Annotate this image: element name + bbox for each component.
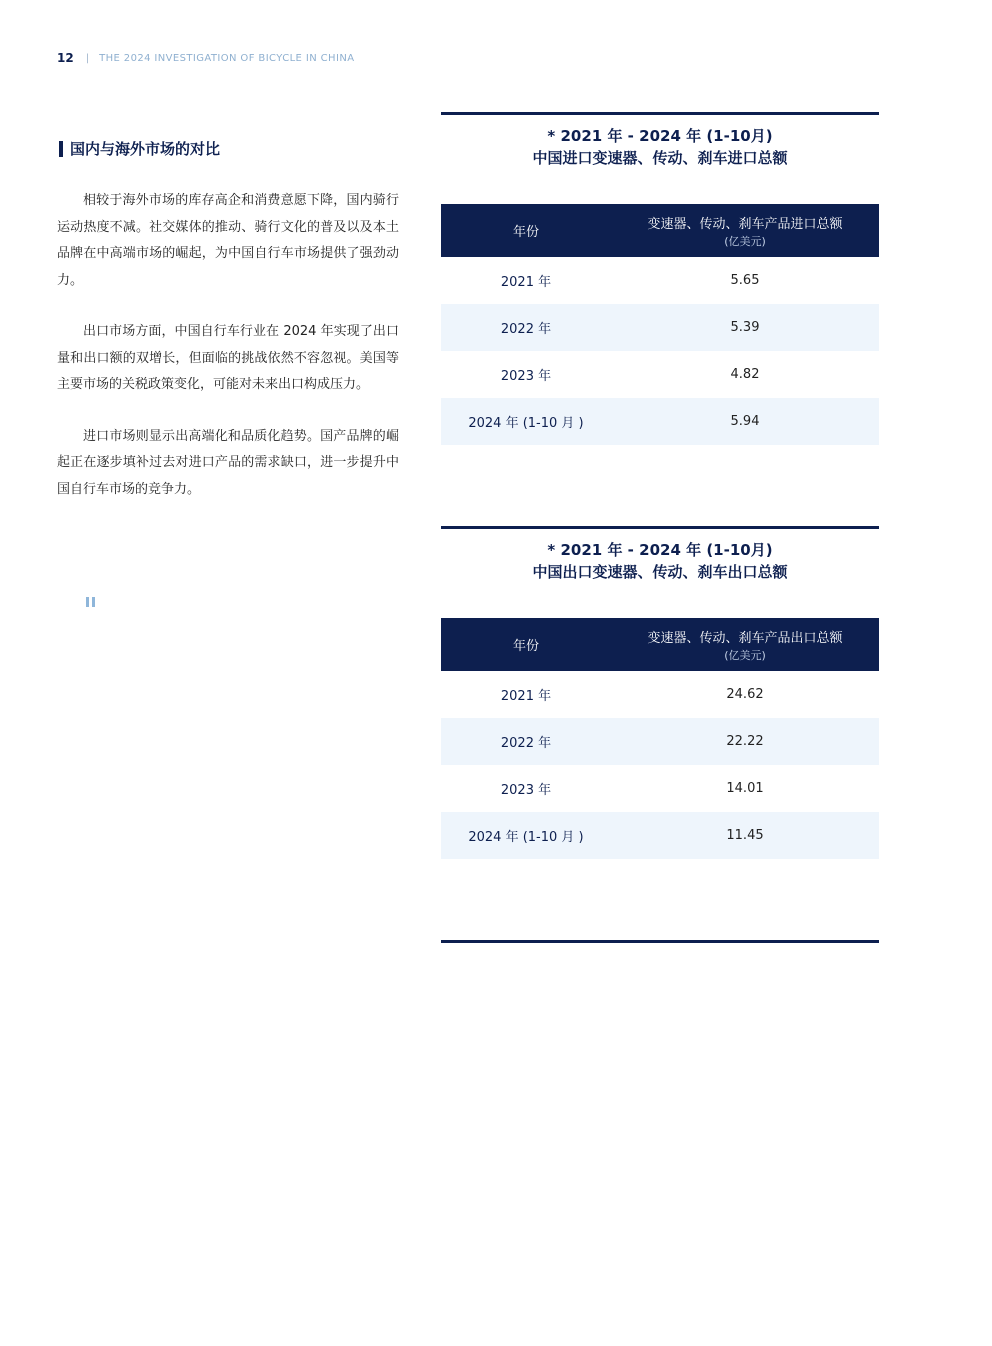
table-row (441, 398, 879, 445)
table-title-line1: * 2021 年 - 2024 年 (1-10月) (547, 127, 773, 145)
cell-year: 2023 年 (500, 783, 552, 798)
cell-year: 2022 年 (500, 322, 552, 337)
cell-value: 11.45 (726, 828, 764, 843)
paragraph: 进口市场则显示出高端化和品质化趋势。国产品牌的崛起正在逐步填补过去对进口产品的需求缺口，进一步提升中国自行车市场的竞争力。 (57, 428, 399, 497)
table-row (441, 671, 879, 718)
table-header (441, 618, 879, 671)
table-row (441, 812, 879, 859)
table-row (441, 351, 879, 398)
bottom-rule (441, 940, 879, 943)
section-heading (59, 138, 220, 159)
col-header-value (611, 204, 879, 257)
col-header-value-main: 变速器、传动、刹车产品出口总额 (647, 630, 843, 646)
cell-year: 2022 年 (500, 736, 552, 751)
col-header-year: 年份 (512, 225, 539, 240)
cell-value: 22.22 (726, 734, 764, 749)
heading-bar-icon (59, 141, 63, 157)
cell-value: 4.82 (730, 367, 760, 382)
cell-year: 2024 年 (1-10 月 ) (468, 416, 584, 431)
col-header-value-main: 变速器、传动、刹车产品进口总额 (647, 216, 843, 232)
pause-icon (86, 597, 95, 607)
table-row (441, 718, 879, 765)
header-separator: | (85, 52, 90, 64)
body-text (57, 188, 399, 528)
col-header-value (611, 618, 879, 671)
col-header-year: 年份 (512, 639, 539, 654)
cell-value: 5.65 (730, 273, 760, 288)
export-table (441, 526, 879, 859)
col-header-value-unit: (亿美元) (724, 234, 766, 248)
table-row (441, 304, 879, 351)
paragraph: 出口市场方面，中国自行车行业在 2024 年实现了出口量和出口额的双增长，但面临的挑战依然不容忽视。美国等主要市场的关税政策变化，可能对未来出口构成压力。 (57, 324, 399, 392)
cell-value: 5.39 (730, 320, 760, 335)
page-number: 12 (57, 51, 74, 65)
section-title: 国内与海外市场的对比 (70, 140, 221, 158)
table-title-line2: 中国进口变速器、传动、刹车进口总额 (532, 149, 788, 167)
col-header-value-unit: (亿美元) (724, 648, 766, 662)
table-title-line1: * 2021 年 - 2024 年 (1-10月) (547, 541, 773, 559)
table-row (441, 257, 879, 304)
cell-year: 2021 年 (500, 275, 552, 290)
cell-value: 14.01 (726, 781, 764, 796)
cell-year: 2021 年 (500, 689, 552, 704)
table-title-line2: 中国出口变速器、传动、刹车出口总额 (532, 563, 788, 581)
import-table (441, 112, 879, 445)
cell-year: 2024 年 (1-10 月 ) (468, 830, 584, 845)
table-row (441, 765, 879, 812)
table-top-rule (441, 112, 879, 115)
cell-value: 24.62 (726, 687, 764, 702)
table-top-rule (441, 526, 879, 529)
table-header (441, 204, 879, 257)
import-table-title (441, 125, 879, 169)
export-table-title (441, 539, 879, 583)
document-title: THE 2024 INVESTIGATION OF BICYCLE IN CHINA (99, 52, 355, 64)
cell-year: 2023 年 (500, 369, 552, 384)
paragraph: 相较于海外市场的库存高企和消费意愿下降，国内骑行运动热度不减。社交媒体的推动、骑行文化的普及以及本土品牌在中高端市场的崛起，为中国自行车市场提供了强劲动力。 (57, 193, 399, 288)
page-header (57, 51, 354, 65)
cell-value: 5.94 (730, 414, 760, 429)
